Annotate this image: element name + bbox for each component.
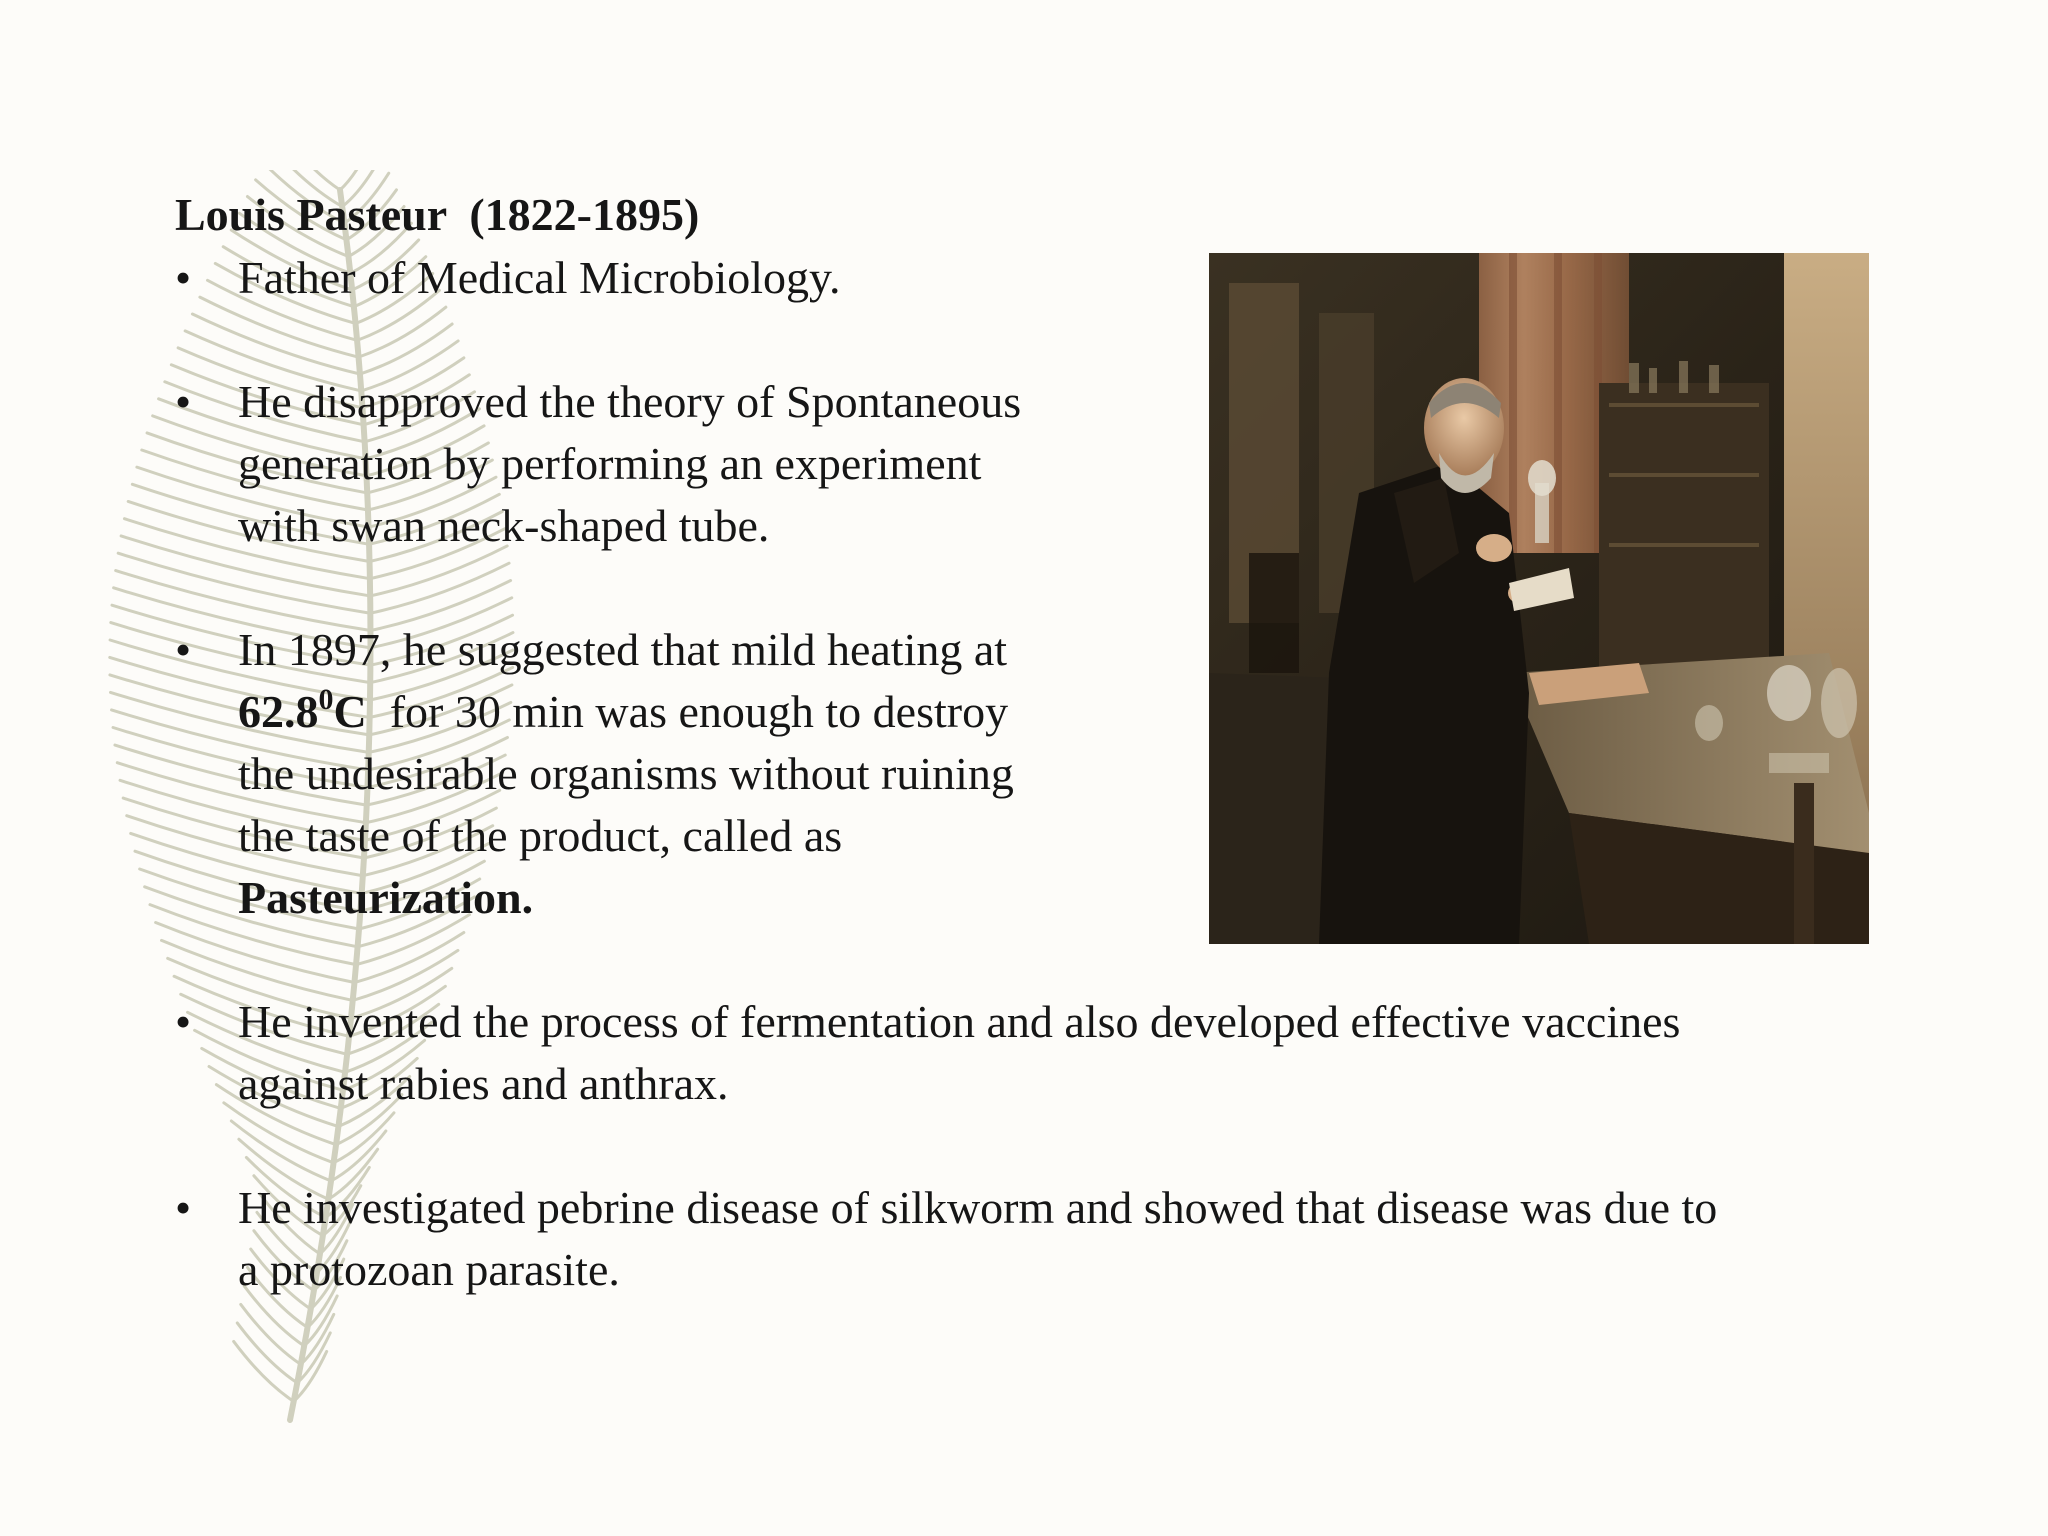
bullet-dot: • bbox=[175, 996, 192, 1047]
bullet-line: generation by performing an experiment bbox=[238, 438, 982, 489]
slide-title: Louis Pasteur (1822-1895) bbox=[175, 189, 700, 240]
temperature-value: 62.8 bbox=[238, 686, 319, 737]
bullet-dot: • bbox=[175, 1182, 192, 1233]
temperature-unit: C bbox=[333, 686, 367, 737]
bullet-line: He invented the process of fermentation and also developed effective vaccines bbox=[238, 996, 1681, 1047]
fern-leaflet bbox=[360, 324, 452, 374]
fern-leaflet bbox=[241, 1304, 301, 1364]
bullet-line: He investigated pebrine disease of silkworm and showed that disease was due to bbox=[238, 1182, 1718, 1233]
bullet-line-rest: for 30 min was enough to destroy bbox=[366, 686, 1009, 737]
bullet-line: the undesirable organisms without ruining bbox=[238, 748, 1014, 799]
bullet-line: He disapproved the theory of Spontaneous bbox=[238, 376, 1022, 427]
degree-mark: 0 bbox=[318, 683, 334, 716]
bullet-line: the taste of the product, called as bbox=[238, 810, 843, 861]
bullet-dot: • bbox=[175, 252, 192, 303]
fern-leaflet bbox=[370, 563, 509, 613]
bullet-line: with swan neck-shaped tube. bbox=[238, 500, 770, 551]
bullet-dot: • bbox=[175, 624, 192, 675]
bullet-line-temperature bbox=[238, 681, 1014, 743]
pasteur-laboratory-painting bbox=[1209, 253, 1869, 944]
fern-leaflet bbox=[237, 1323, 297, 1383]
bullet-line: against rabies and anthrax. bbox=[238, 1058, 729, 1109]
fern-leaflet bbox=[359, 307, 446, 357]
bullet-line: Father of Medical Microbiology. bbox=[238, 252, 841, 303]
bullet-dot: • bbox=[175, 376, 192, 427]
bullet-line: a protozoan parasite. bbox=[238, 1244, 620, 1295]
pasteurization-term: Pasteurization. bbox=[238, 872, 534, 923]
bullet-line: In 1897, he suggested that mild heating at bbox=[238, 624, 1008, 675]
